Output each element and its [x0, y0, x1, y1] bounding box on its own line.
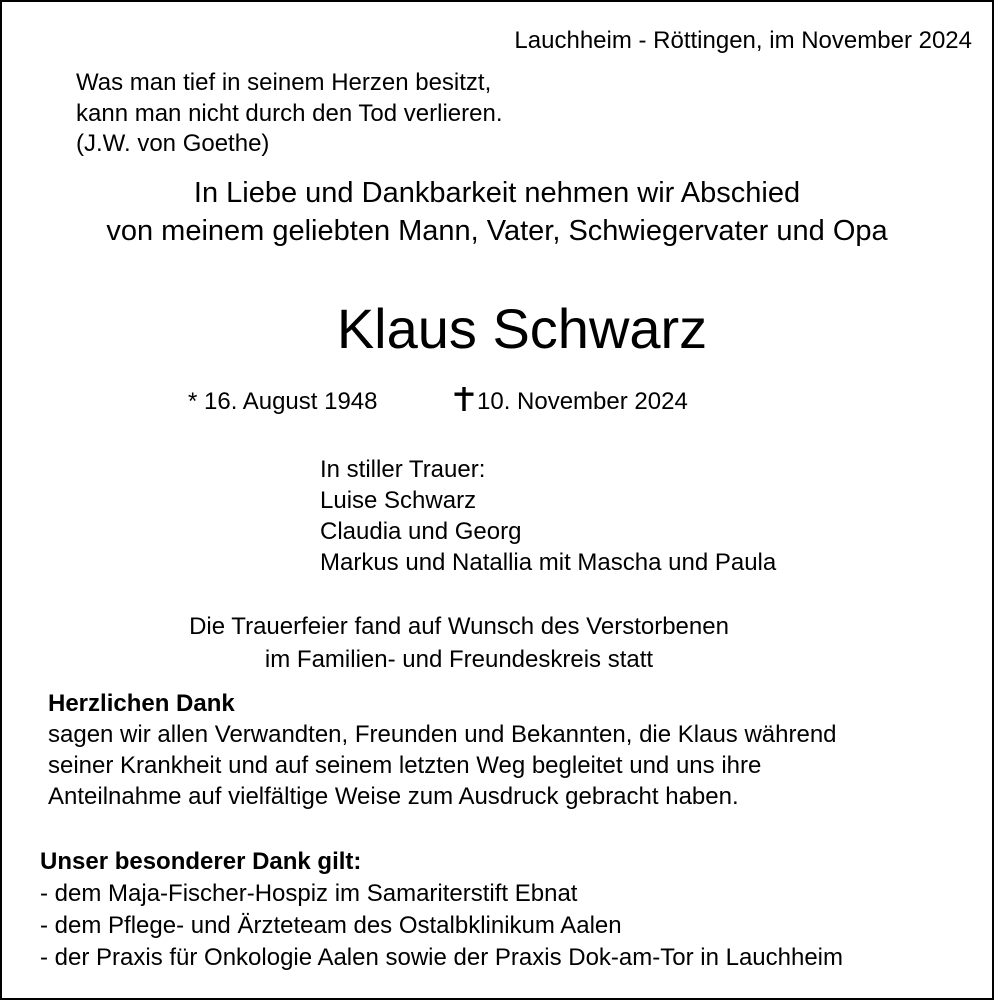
special-thanks-item: - dem Pflege- und Ärzteteam des Ostalbklinikum Aalen — [40, 912, 622, 939]
place-date: Lauchheim - Röttingen, im November 2024 — [514, 27, 972, 54]
goethe-quote — [76, 68, 502, 160]
deceased-name: Klaus Schwarz — [336, 297, 708, 360]
ceremony-line: Die Trauerfeier fand auf Wunsch des Verstorbenen — [189, 613, 729, 640]
special-thanks-list — [40, 878, 843, 974]
thanks-text — [48, 719, 837, 812]
intro-line: von meinem geliebten Mann, Vater, Schwiegervater und Opa — [106, 215, 888, 247]
thanks-line: seiner Krankheit und auf seinem letzten Weg begleitet und uns ihre — [48, 752, 762, 779]
mourners-heading: In stiller Trauer: — [320, 456, 486, 483]
mourner-name: Claudia und Georg — [320, 518, 522, 545]
latin-cross-icon — [454, 387, 474, 420]
mourners-block — [320, 454, 776, 578]
ceremony-note — [2, 610, 916, 676]
thanks-line: Anteilnahme auf vielfältige Weise zum Ausdruck gebracht haben. — [48, 783, 739, 810]
quote-attribution: (J.W. von Goethe) — [76, 130, 270, 157]
farewell-intro — [2, 174, 992, 250]
death-date: 10. November 2024 — [477, 388, 688, 415]
intro-line: In Liebe und Dankbarkeit nehmen wir Abschied — [193, 177, 801, 209]
special-thanks-item: - dem Maja-Fischer-Hospiz im Samariterstift Ebnat — [40, 880, 578, 907]
thanks-heading: Herzlichen Dank — [48, 690, 235, 717]
death-date-row — [454, 386, 688, 420]
quote-line: Was man tief in seinem Herzen besitzt, — [76, 69, 492, 96]
thanks-line: sagen wir allen Verwandten, Freunden und Bekannten, die Klaus während — [48, 721, 837, 748]
birth-date: * 16. August 1948 — [188, 388, 378, 415]
ceremony-line: im Familien- und Freundeskreis statt — [264, 646, 654, 673]
mourner-name: Markus und Natallia mit Mascha und Paula — [320, 549, 777, 576]
mourner-name: Luise Schwarz — [320, 487, 477, 514]
quote-line: kann man nicht durch den Tod verlieren. — [76, 99, 503, 127]
special-thanks-item: - der Praxis für Onkologie Aalen sowie der Praxis Dok-am-Tor in Lauchheim — [40, 944, 844, 971]
special-thanks-heading: Unser besonderer Dank gilt: — [40, 848, 362, 875]
